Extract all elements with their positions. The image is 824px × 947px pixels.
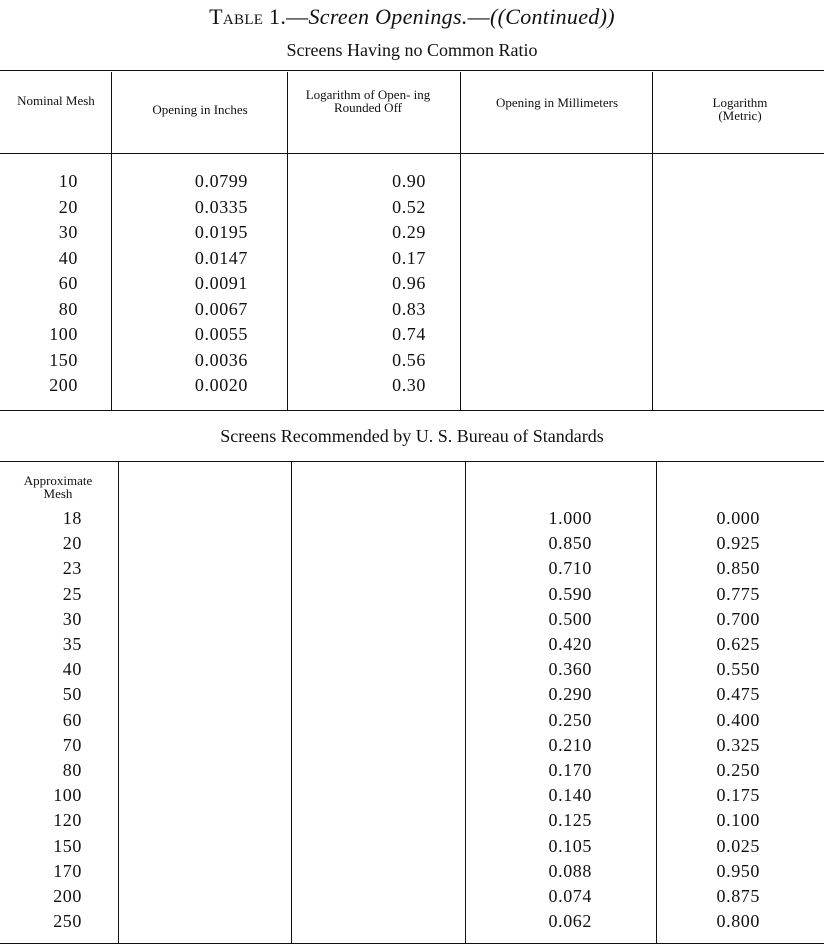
mesh-cell: 10 [58, 171, 78, 191]
logarithm-metric-cell: 0.000 [716, 508, 760, 528]
opening-mm-cell: 1.000 [548, 508, 592, 528]
opening-inches-cell: 0.0020 [194, 375, 248, 395]
mesh-cell: 18 [62, 508, 82, 528]
logarithm-cell: 0.52 [392, 196, 426, 217]
mesh-cell: 80 [62, 760, 82, 780]
header-nominal-mesh: Nominal Mesh [17, 93, 95, 108]
opening-mm-cell: 0.062 [548, 911, 592, 932]
mesh-cell: 150 [49, 349, 78, 370]
header-opening-inches: Opening in Inches [152, 102, 248, 117]
table-continued: (Continued) [497, 4, 608, 29]
opening-inches-cell: 0.0147 [194, 247, 248, 268]
logarithm-cell: 0.96 [392, 273, 426, 293]
opening-inches-cell: 0.0091 [194, 273, 248, 293]
mesh-cell: 23 [62, 558, 82, 579]
section2-top-rule [0, 461, 824, 462]
opening-inches-cell: 0.0055 [194, 324, 248, 344]
header-logarithm-rounded: Logarithm of Open- ing Rounded Off [305, 87, 431, 115]
opening-mm-cell: 0.850 [548, 533, 592, 554]
mesh-cell: 100 [49, 324, 78, 344]
logarithm-metric-cell: 0.400 [716, 709, 760, 730]
header-logarithm-metric: Logarithm (Metric) [712, 95, 768, 123]
opening-mm-cell: 0.420 [548, 634, 592, 654]
logarithm-metric-cell: 0.175 [716, 785, 760, 806]
opening-mm-cell: 0.710 [548, 558, 592, 579]
header-opening-mm: Opening in Millimeters [495, 95, 619, 110]
opening-mm-cell: 0.590 [548, 583, 592, 604]
mesh-cell: 150 [53, 835, 82, 856]
logarithm-cell: 0.29 [392, 222, 426, 242]
mesh-cell: 60 [62, 709, 82, 730]
table-title: Table 1.—Screen Openings.—((Continued)) [209, 4, 615, 29]
opening-mm-cell: 0.290 [548, 684, 592, 705]
opening-mm-cell: 0.140 [548, 785, 592, 806]
opening-mm-cell: 0.250 [548, 709, 592, 730]
logarithm-metric-cell: 0.100 [716, 810, 760, 831]
mesh-cell: 200 [53, 886, 82, 906]
mesh-cell: 80 [58, 298, 78, 319]
column-divider [111, 72, 112, 410]
column-divider [287, 72, 288, 410]
logarithm-cell: 0.17 [392, 247, 426, 268]
column-divider [656, 461, 657, 943]
logarithm-metric-cell: 0.475 [716, 684, 760, 705]
opening-mm-cell: 0.170 [548, 760, 592, 780]
logarithm-cell: 0.30 [392, 375, 426, 395]
mesh-cell: 200 [49, 375, 78, 395]
logarithm-metric-cell: 0.025 [716, 835, 760, 856]
opening-mm-cell: 0.105 [548, 835, 592, 856]
mesh-cell: 30 [58, 222, 78, 242]
logarithm-metric-cell: 0.550 [716, 659, 760, 680]
header-rule [0, 153, 824, 154]
mesh-cell: 40 [58, 247, 78, 268]
opening-mm-cell: 0.210 [548, 734, 592, 755]
mesh-cell: 250 [53, 911, 82, 932]
logarithm-metric-cell: 0.950 [716, 860, 760, 881]
mesh-cell: 30 [62, 608, 82, 629]
logarithm-metric-cell: 0.625 [716, 634, 760, 654]
column-divider [460, 72, 461, 410]
bottom-rule [0, 943, 824, 944]
mesh-cell: 100 [53, 785, 82, 806]
logarithm-metric-cell: 0.250 [716, 760, 760, 780]
mesh-cell: 20 [58, 196, 78, 217]
column-divider [118, 461, 119, 943]
logarithm-cell: 0.90 [392, 171, 426, 191]
logarithm-metric-cell: 0.700 [716, 608, 760, 629]
mesh-cell: 170 [53, 860, 82, 881]
logarithm-metric-cell: 0.875 [716, 886, 760, 906]
table-label: Table 1. [209, 4, 287, 29]
logarithm-cell: 0.74 [392, 324, 426, 344]
opening-mm-cell: 0.088 [548, 860, 592, 881]
approximate-mesh-label: Approximate Mesh [23, 473, 93, 501]
logarithm-cell: 0.83 [392, 298, 426, 319]
column-divider [465, 461, 466, 943]
opening-inches-cell: 0.0335 [194, 196, 248, 217]
logarithm-metric-cell: 0.325 [716, 734, 760, 755]
top-rule [0, 70, 824, 71]
mesh-cell: 20 [62, 533, 82, 554]
section2-title: Screens Recommended by U. S. Bureau of Standards [220, 426, 604, 446]
logarithm-metric-cell: 0.850 [716, 558, 760, 579]
column-divider [652, 72, 653, 410]
opening-mm-cell: 0.360 [548, 659, 592, 680]
opening-inches-cell: 0.0067 [194, 298, 248, 319]
opening-inches-cell: 0.0195 [194, 222, 248, 242]
logarithm-metric-cell: 0.775 [716, 583, 760, 604]
section1-bottom-rule [0, 410, 824, 411]
section1-title: Screens Having no Common Ratio [286, 40, 538, 60]
mesh-cell: 70 [62, 734, 82, 755]
table-title-italic: Screen Openings. [308, 4, 468, 29]
logarithm-cell: 0.56 [392, 349, 426, 370]
mesh-cell: 50 [62, 684, 82, 705]
logarithm-metric-cell: 0.800 [716, 911, 760, 932]
opening-inches-cell: 0.0799 [194, 171, 248, 191]
opening-mm-cell: 0.500 [548, 608, 592, 629]
mesh-cell: 60 [58, 273, 78, 293]
logarithm-metric-cell: 0.925 [716, 533, 760, 554]
mesh-cell: 120 [53, 810, 82, 831]
opening-mm-cell: 0.125 [548, 810, 592, 831]
mesh-cell: 25 [62, 583, 82, 604]
opening-inches-cell: 0.0036 [194, 349, 248, 370]
column-divider [291, 461, 292, 943]
mesh-cell: 40 [62, 659, 82, 680]
mesh-cell: 35 [62, 634, 82, 654]
opening-mm-cell: 0.074 [548, 886, 592, 906]
